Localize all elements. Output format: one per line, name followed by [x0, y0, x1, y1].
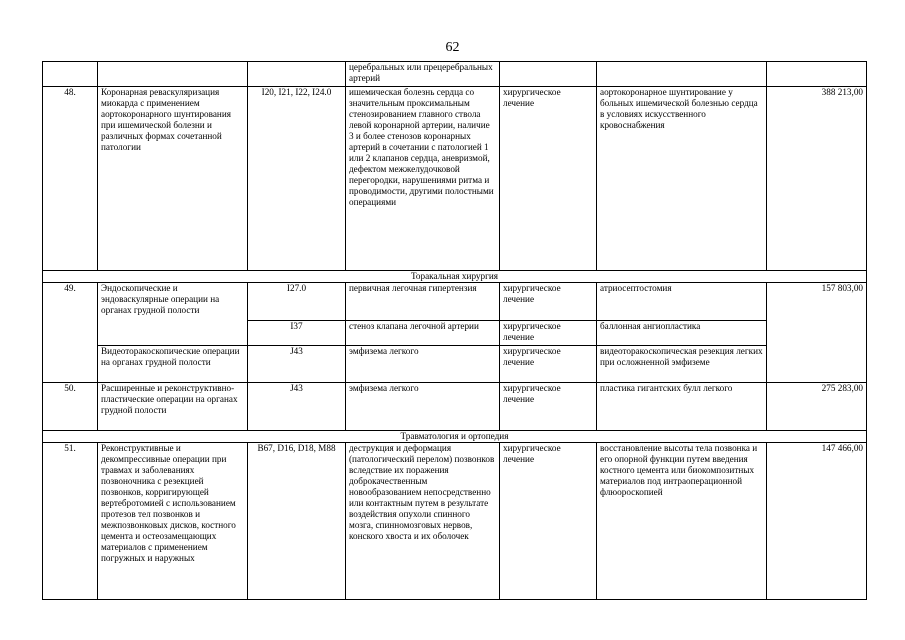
cell-disease: эмфизема легкого — [346, 383, 500, 431]
cell-cost: 275 283,00 — [767, 383, 867, 431]
cell-cost — [767, 62, 867, 87]
cell-name — [98, 62, 248, 87]
cell-method — [597, 62, 767, 87]
table-row-49c — [43, 346, 867, 383]
cell-name: Коронарная реваскуляризация миокарда с применением аортокоронарного шунтирования при ишемической болезни и различных формах сочетанной патологии — [98, 87, 248, 271]
cell-codes: I37 — [248, 321, 346, 346]
cell-method: баллонная ангиопластика — [597, 321, 767, 346]
cell-method: пластика гигантских булл легкого — [597, 383, 767, 431]
cell-disease: ишемическая болезнь сердца со значительным проксимальным стенозированием главного ствола левой коронарной артерии, наличие 3 и более стенозов коронарных артерий в сочетании с патологией 1 или 2 клапанов сердца, аневризмой, дефектом межжелудочковой перегородки, нарушениями ритма и проводимости, другими полостными операциями — [346, 87, 500, 271]
cell-treatment: хирургическое лечение — [500, 443, 597, 600]
cell-name: Эндоскопические и эндоваскулярные операции на органах грудной полости — [98, 283, 248, 346]
cell-method: видеоторакоскопическая резекция легких при осложненной эмфиземе — [597, 346, 767, 383]
page-number: 62 — [445, 40, 460, 55]
cell-codes: J43 — [248, 383, 346, 431]
cell-method: аортокоронарное шунтирование у больных ишемической болезнью сердца в условиях искусственного кровоснабжения — [597, 87, 767, 271]
cell-codes: I20, I21, I22, I24.0 — [248, 87, 346, 271]
cell-treatment — [500, 62, 597, 87]
table-row-continuation — [43, 62, 867, 87]
cell-treatment: хирургическое лечение — [500, 283, 597, 321]
cell-treatment: хирургическое лечение — [500, 383, 597, 431]
cell-cost: 147 466,00 — [767, 443, 867, 600]
table-row-50 — [43, 383, 867, 431]
cell-num — [43, 62, 98, 87]
cell-codes — [248, 62, 346, 87]
section-title-thoracic: Торакальная хирургия — [43, 271, 867, 283]
cell-disease: церебральных или прецеребральных артерий — [346, 62, 500, 87]
table-row-49a — [43, 283, 867, 321]
cell-name: Расширенные и реконструктивно-пластические операции на органах грудной полости — [98, 383, 248, 431]
cell-method: атриосептостомия — [597, 283, 767, 321]
cell-treatment: хирургическое лечение — [500, 321, 597, 346]
cell-num: 48. — [43, 87, 98, 271]
section-row-trauma — [43, 431, 867, 443]
cell-disease: стеноз клапана легочной артерии — [346, 321, 500, 346]
cell-disease: деструкция и деформация (патологический перелом) позвонков вследствие их поражения доброкачественным новообразованием непосредственно или контактным путем в результате воздействия опухоли спинного мозга, спинномозговых нервов, конского хвоста и их оболочек — [346, 443, 500, 600]
cell-codes: I27.0 — [248, 283, 346, 321]
cell-num: 49. — [43, 283, 98, 383]
medical-care-table — [42, 61, 867, 600]
cell-codes: B67, D16, D18, M88 — [248, 443, 346, 600]
cell-name: Реконструктивные и декомпрессивные операции при травмах и заболеваниях позвоночника с резекцией позвонков, корригирующей вертебротомией с использованием протезов тел позвонков и межпозвонковых дисков, костного цемента и остеозамещающих материалов с применением погружных и наружных — [98, 443, 248, 600]
cell-cost: 388 213,00 — [767, 87, 867, 271]
cell-num: 51. — [43, 443, 98, 600]
cell-cost: 157 803,00 — [767, 283, 867, 383]
cell-treatment: хирургическое лечение — [500, 346, 597, 383]
cell-num: 50. — [43, 383, 98, 431]
cell-disease: первичная легочная гипертензия — [346, 283, 500, 321]
section-row-thoracic — [43, 271, 867, 283]
cell-codes: J43 — [248, 346, 346, 383]
cell-name: Видеоторакоскопические операции на органах грудной полости — [98, 346, 248, 383]
cell-disease: эмфизема легкого — [346, 346, 500, 383]
cell-treatment: хирургическое лечение — [500, 87, 597, 271]
cell-method: восстановление высоты тела позвонка и его опорной функции путем введения костного цемента или биокомпозитных материалов под интраоперационной флюороскопией — [597, 443, 767, 600]
table-row-51 — [43, 443, 867, 600]
section-title-trauma: Травматология и ортопедия — [43, 431, 867, 443]
table-row-48 — [43, 87, 867, 271]
